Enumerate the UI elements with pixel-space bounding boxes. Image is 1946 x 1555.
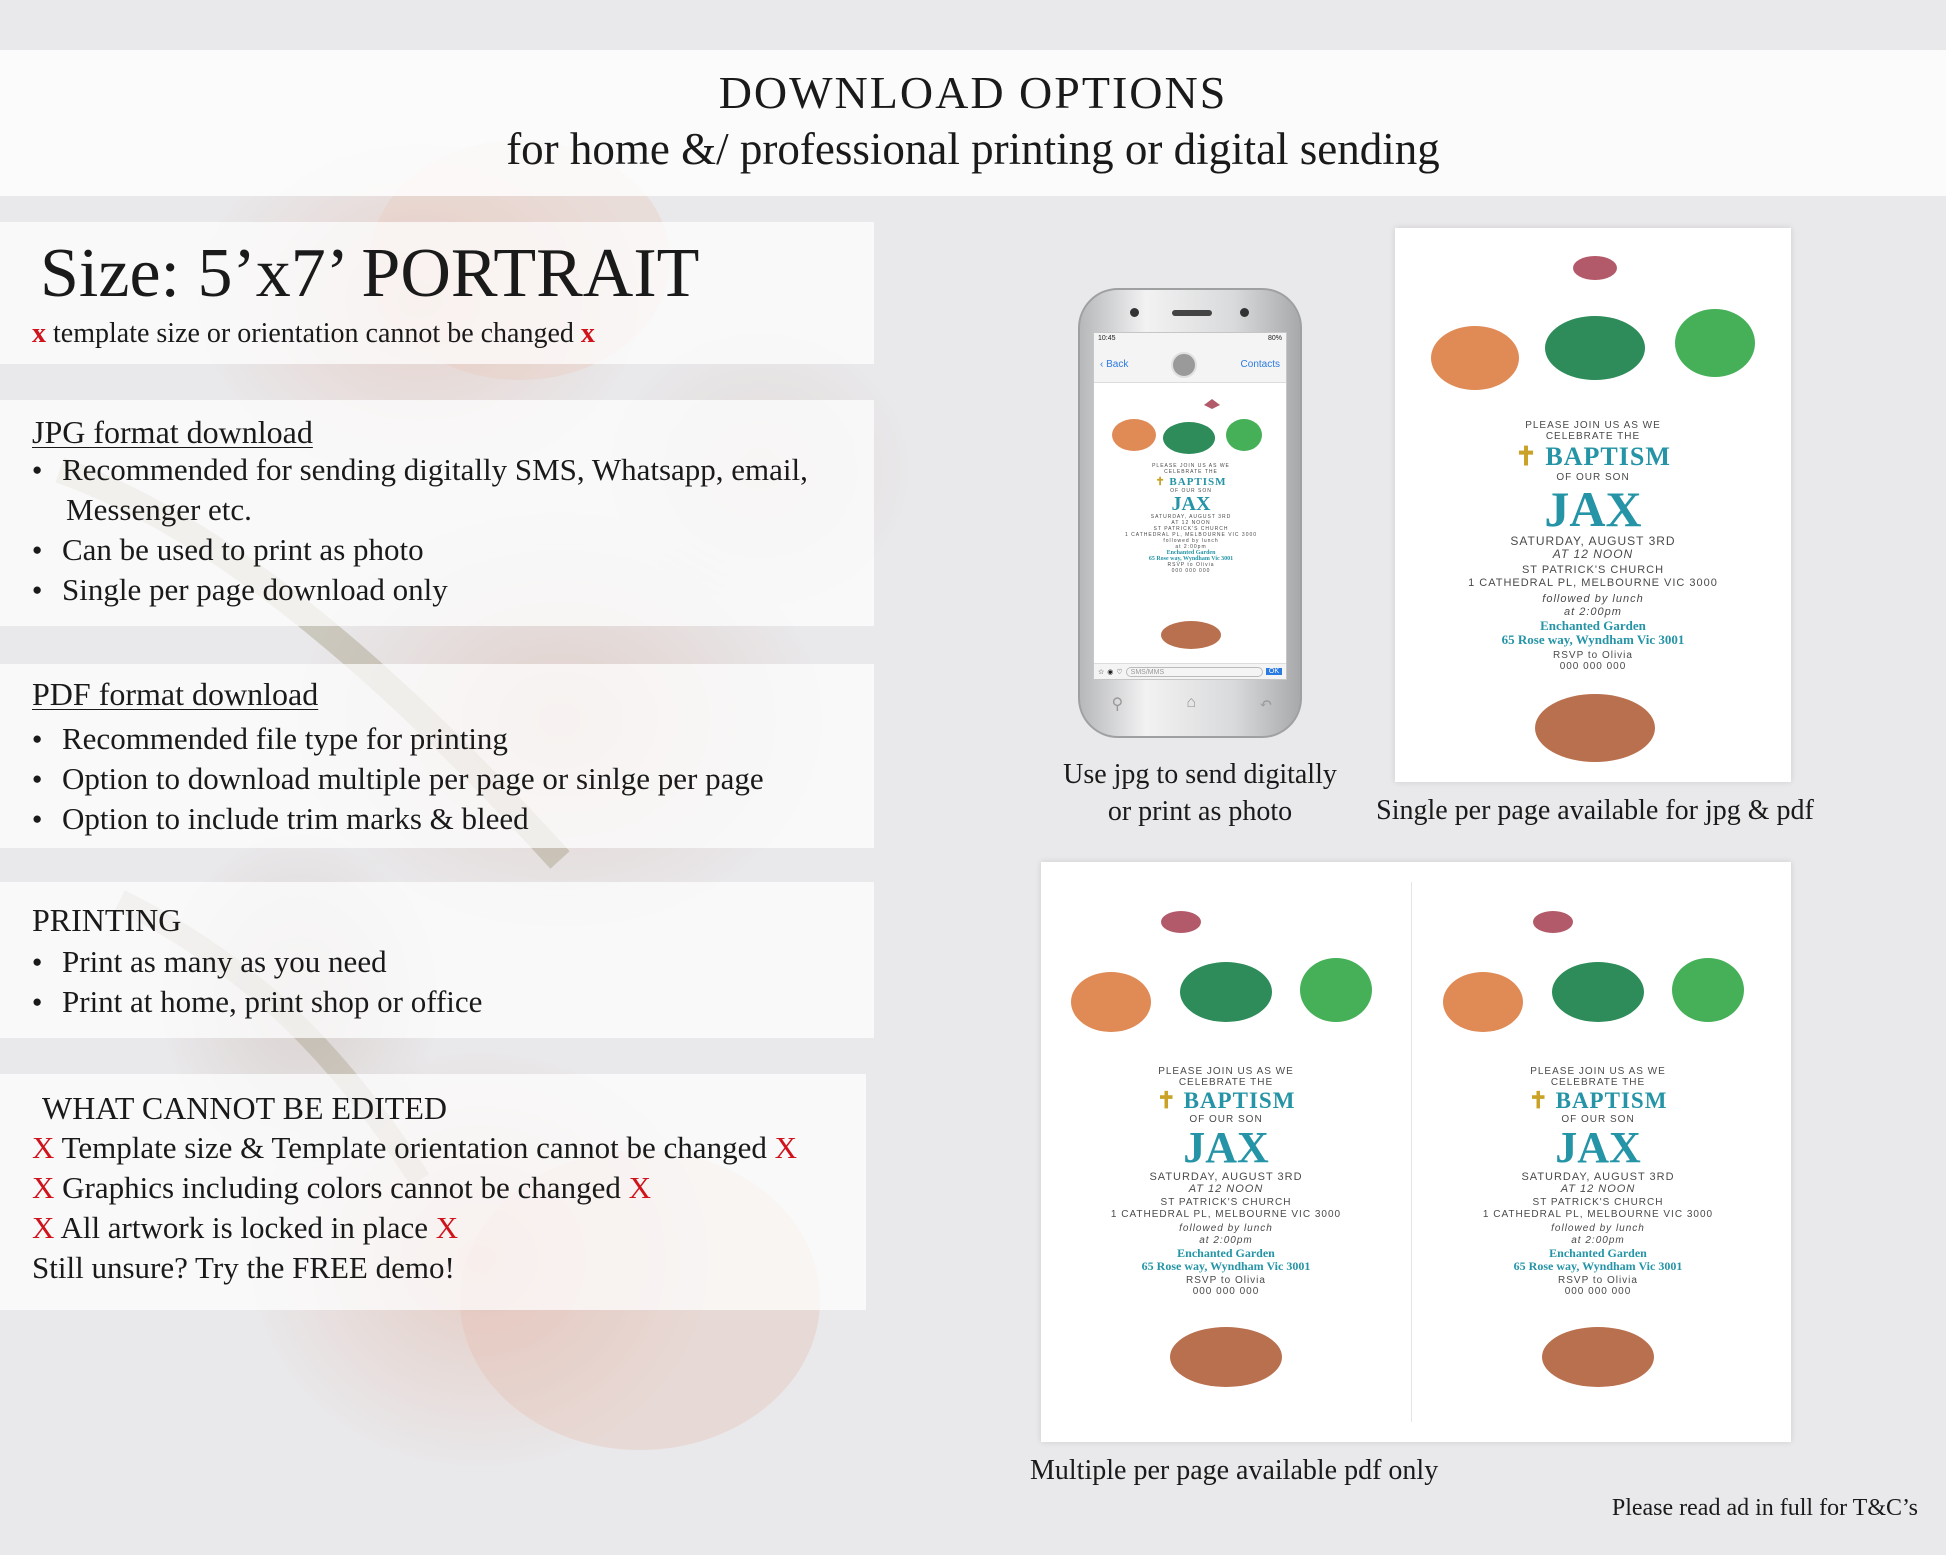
back-link[interactable]: ‹ Back [1100,359,1129,370]
page-subtitle: for home &/ professional printing or digital sending [506,124,1440,174]
ok-button[interactable]: OK [1266,668,1282,675]
contact-avatar-icon [1171,352,1197,378]
star-icon: ☆ [1098,668,1105,676]
size-title: Size: 5’x7’ PORTRAIT [40,235,700,312]
single-caption: Single per page available for jpg & pdf [1376,795,1814,826]
list-item: ● Print at home, print shop or office [30,982,482,1022]
list-item-continuation: Messenger etc. [66,492,252,527]
list-item: X All artwork is locked in place X [32,1210,459,1245]
trim-divider [1411,882,1412,1422]
multiple-invitation-sheet [1041,862,1791,1442]
page-title: DOWNLOAD OPTIONS [718,67,1228,118]
x-mark-icon: X [628,1170,651,1205]
cross-icon: ✝ [1515,442,1538,471]
x-mark-icon: X [32,1210,55,1245]
size-note [32,318,595,350]
triceratops-illustration [1094,611,1287,651]
demo-text: Still unsure? Try the FREE demo! [32,1250,455,1285]
pdf-panel [0,664,874,848]
triceratops-illustration [1041,1302,1411,1402]
list-item: ● Recommended file type for printing [30,719,764,759]
size-note-text: template size or orientation cannot be changed [53,318,574,349]
x-mark-icon: X [774,1130,797,1165]
dinosaur-illustration [1413,882,1783,1052]
camera-small-icon: ◉ [1107,668,1114,676]
terms-note: Please read ad in full for T&C’s [1611,1495,1918,1521]
x-mark-icon: X [32,1130,55,1165]
status-bar: 10:45 80% [1094,333,1286,347]
back-icon: ↶ [1259,696,1273,713]
multiple-caption: Multiple per page available pdf only [1030,1455,1439,1486]
dinosaur-illustration [1395,228,1791,408]
phone-caption: Use jpg to send digitally or print as photo [1063,759,1337,827]
printing-title: PRINTING [32,902,182,938]
heart-icon: ♡ [1116,668,1123,676]
invitation-text: PLEASE JOIN US AS WE CELEBRATE THE ✝ BAPTISM OF OUR SON JAX SATURDAY, AUGUST 3RD AT 12 NOON ST PATRICK'S CHURCH 1 CATHEDRAL PL, MELBOURNE VIC 3000 followed by lunch at 2:00pm Enchanted Garden 65 Rose way, Wyndham Vic 3001 RSVP to Olivia 000 000 000 [1482,1066,1714,1297]
search-icon: ⚲ [1111,696,1124,713]
message-header [1094,347,1286,383]
x-mark-icon: x [580,318,595,349]
single-invitation-card [1395,228,1791,782]
printing-panel [0,882,874,1038]
list-item: ● Option to include trim marks & bleed [30,799,764,839]
list-item: ● Print as many as you need [30,942,482,982]
cannot-edit-list [32,1128,797,1288]
camera-icon [1130,308,1139,317]
jpg-list [30,450,808,610]
phone-invitation: PLEASE JOIN US AS WE CELEBRATE THE ✝ BAPTISM OF OUR SON JAX SATURDAY, AUGUST 3RD AT 12 NOON ST PATRICK'S CHURCH 1 CATHEDRAL PL, MELBOURNE VIC 3000 followed by lunch at 2:00pm Enchanted Garden 65 Rose way, Wyndham Vic 3001 RSVP to Olivia 000 000 000 [1124,463,1258,574]
printing-list [30,942,482,1022]
sensor-icon [1240,308,1249,317]
triceratops-illustration [1395,668,1791,778]
cross-icon: ✝ [1156,1088,1177,1113]
dinosaur-illustration [1094,383,1287,463]
pdf-title: PDF format download [32,676,319,712]
speaker-icon [1172,310,1212,316]
phone-mockup [1078,288,1302,738]
cannot-edit-title: WHAT CANNOT BE EDITED [42,1090,447,1126]
cross-icon: ✝ [1155,476,1166,488]
size-panel [0,222,874,364]
phone-nav-buttons [1080,694,1304,714]
list-item: ● Recommended for sending digitally SMS, Whatsapp, email, [30,450,808,490]
phone-screen [1093,332,1287,680]
dinosaur-illustration [1041,882,1411,1052]
sms-input[interactable]: SMS/MMS [1126,667,1263,677]
x-mark-icon: X [32,1170,55,1205]
x-mark-icon: X [435,1210,459,1245]
home-icon: ⌂ [1186,694,1196,711]
jpg-panel [0,400,874,626]
contacts-link[interactable]: Contacts [1240,359,1280,370]
triceratops-illustration [1413,1302,1783,1402]
jpg-title: JPG format download [32,414,313,450]
pdf-list [30,719,764,839]
list-item: ● Single per page download only [30,570,808,610]
message-input-bar [1094,663,1286,679]
list-item: X Template size & Template orientation cannot be changed X [32,1130,797,1165]
cross-icon: ✝ [1528,1088,1549,1113]
list-item: ● Can be used to print as photo [30,530,808,570]
invitation-text: PLEASE JOIN US AS WE CELEBRATE THE ✝ BAPTISM OF OUR SON JAX SATURDAY, AUGUST 3RD AT 12 NOON ST PATRICK'S CHURCH 1 CATHEDRAL PL, MELBOURNE VIC 3000 followed by lunch at 2:00pm Enchanted Garden 65 Rose way, Wyndham Vic 3001 RSVP to Olivia 000 000 000 [1110,1066,1342,1297]
list-item: X Graphics including colors cannot be changed X [32,1170,651,1205]
header-banner [0,50,1946,196]
invitation-text: PLEASE JOIN US AS WE CELEBRATE THE ✝ BAPTISM OF OUR SON JAX SATURDAY, AUGUST 3RD AT 12 NOON ST PATRICK'S CHURCH 1 CATHEDRAL PL, MELBOURNE VIC 3000 followed by lunch at 2:00pm Enchanted Garden 65 Rose way, Wyndham Vic 3001 RSVP to Olivia 000 000 000 [1468,420,1718,672]
list-item: ● Option to download multiple per page or sinlge per page [30,759,764,799]
x-mark-icon: x [32,318,46,349]
cannot-edit-panel [0,1074,866,1310]
